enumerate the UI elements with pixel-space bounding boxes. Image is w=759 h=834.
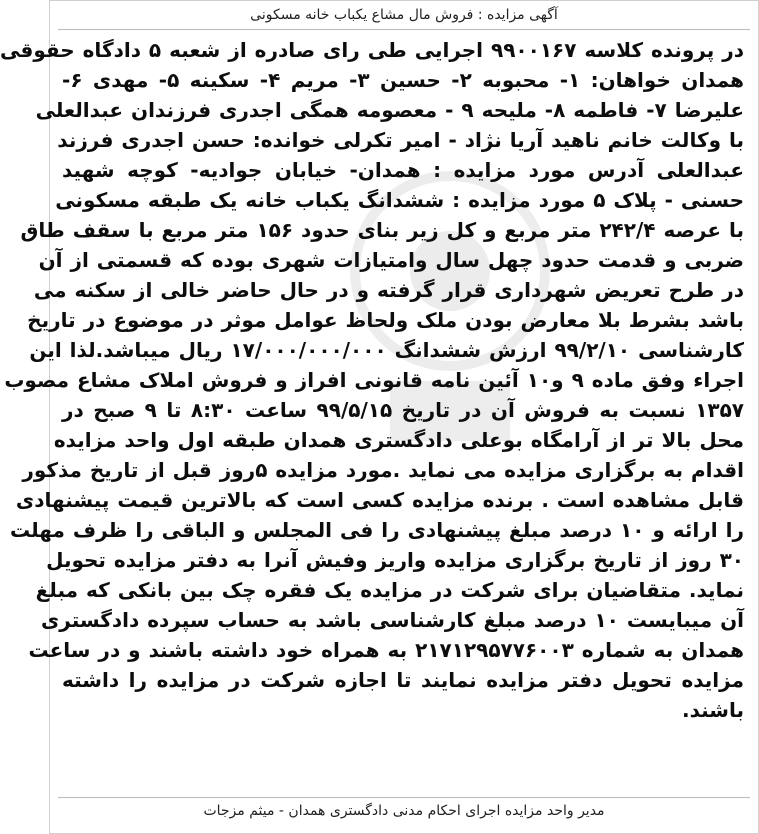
body-line: با وکالت خانم ناهید آریا نژاد - امیر تکرلی خوانده: حسن اجدری فرزند — [57, 128, 744, 152]
body-line: حسنی - پلاک ۵ مورد مزایده : ششدانگ یکباب خانه یک طبقه مسکونی — [55, 188, 744, 212]
body-line: در طرح تعریض شهرداری قرار گرفته و در حال حاضر خالی از سکنه می — [33, 278, 744, 302]
body-line: در پرونده کلاسه ۹۹۰۰۱۶۷ اجرایی طی رای صادره از شعبه ۵ دادگاه حقوقی — [0, 38, 744, 62]
body-line: نماید. متقاضیان برای شرکت در مزایده یک فقره چک بین بانکی که مبلغ — [35, 578, 744, 602]
body-line: را ارائه و ۱۰ درصد مبلغ پیشنهادی را فی المجلس و الباقی را ظرف مهلت — [9, 518, 744, 542]
body-line: علیرضا ۷- فاطمه ۸- ملیحه ۹ - معصومه همگی اجدری فرزندان عبدالعلی — [35, 98, 744, 122]
notice-title: آگهی مزایده : فروش مال مشاع یکباب خانه مسکونی — [250, 7, 558, 23]
body-line: قابل مشاهده است . برنده مزایده کسی است که بالاترین قیمت پیشنهادی — [15, 488, 744, 512]
body-line: محل بالا تر از آرامگاه بوعلی دادگستری همدان طبقه اول واحد مزایده — [53, 428, 744, 452]
title-divider — [58, 29, 750, 30]
body-line: همدان خواهان: ۱- محبوبه ۲- حسین ۳- مریم ۴- سکینه ۵- مهدی ۶- — [62, 68, 744, 92]
body-line: ۳۰ روز از تاریخ برگزاری مزایده واریز وفیش آنرا به دفتر مزایده تحویل — [46, 548, 744, 572]
body-line: کارشناسی ۹۹/۲/۱۰ ارزش ششدانگ ۱۷/۰۰۰/۰۰۰/۰۰۰ ریال میباشد.لذا این — [29, 338, 744, 362]
signature-line: مدیر واحد مزایده اجرای احکام مدنی دادگستری همدان - میثم مزجات — [203, 803, 605, 819]
body-line: مزایده تحویل دفتر مزایده نمایند تا اجازه شرکت در مزایده را داشته — [62, 668, 744, 692]
notice-body — [0, 35, 745, 725]
body-line: باشد بشرط بلا معارض بودن ملک ولحاظ عوامل موثر در موضوع در تاریخ — [27, 308, 744, 332]
body-line: عبدالعلی آدرس مورد مزایده : همدان- خیابان جوادیه- کوچه شهید — [62, 158, 744, 182]
body-line: ۱۳۵۷ نسبت به فروش آن در تاریخ ۹۹/۵/۱۵ ساعت ۸:۳۰ تا ۹ صبح در — [62, 398, 745, 422]
body-line: همدان به شماره ۲۱۷۱۲۹۵۷۷۶۰۰۳ به همراه خود داشته باشند و در ساعت — [28, 638, 744, 662]
body-line: ضربی و قدمت حدود چهل سال وامتیازات شهری بوده که قسمتی از آن — [38, 248, 744, 272]
body-line: اقدام به برگزاری مزایده می نماید .مورد مزایده ۵روز قبل از تاریخ مذکور — [22, 458, 744, 482]
body-line: آن میبایست ۱۰ درصد مبلغ کارشناسی باشد به حساب سپرده دادگستری — [40, 608, 744, 632]
body-line: اجراء وفق ماده ۹ و۱۰ آئین نامه قانونی افراز و فروش املاک مشاع مصوب — [4, 368, 744, 392]
body-line: باشند. — [681, 698, 744, 722]
footer-divider — [58, 797, 750, 798]
body-line: با عرصه ۲۴۲/۴ متر مربع و کل زیر بنای حدود ۱۵۶ متر مربع با سقف طاق — [20, 218, 744, 242]
